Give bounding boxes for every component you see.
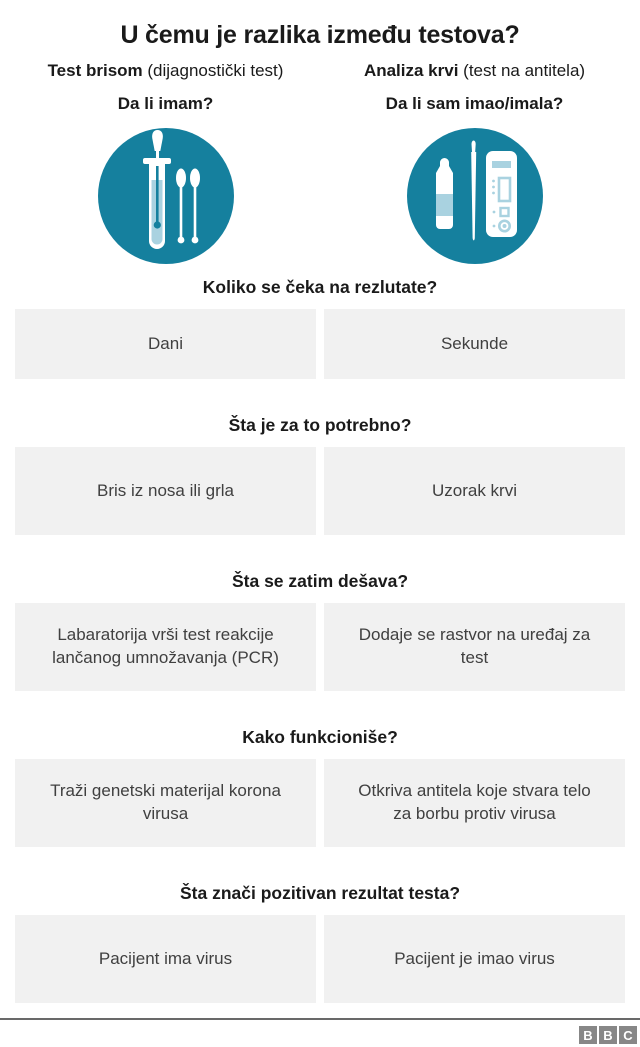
right-test-name-bold: Analiza krvi: [363, 61, 459, 80]
left-test-name-sub: (dijagnostički test): [142, 61, 284, 80]
section-how-works: [0, 759, 640, 847]
needed-left-cell: Bris iz nosa ili grla: [15, 447, 316, 535]
results-wait-right-cell: Sekunde: [324, 309, 625, 379]
column-headers: [0, 50, 640, 114]
section-results-wait: [0, 309, 640, 379]
column-left-header: [15, 50, 316, 114]
section-heading-results-wait: Koliko se čeka na rezlutate?: [202, 277, 438, 297]
how-works-left-cell: Traži genetski materijal korona virusa: [15, 759, 316, 847]
left-test-name-bold: Test brisom: [47, 61, 143, 80]
section-positive-result: [0, 915, 640, 1003]
bbc-logo-block-b2: B: [599, 1026, 617, 1044]
right-test-name: [324, 61, 625, 81]
section-heading-needed: Šta je za to potrebno?: [228, 415, 412, 435]
right-test-name-sub: (test na antitela): [458, 61, 586, 80]
section-what-happens: [0, 603, 640, 691]
needed-right-cell: Uzorak krvi: [324, 447, 625, 535]
results-wait-left-cell: Dani: [15, 309, 316, 379]
what-happens-right-cell: Dodaje se rastvor na uređaj za test: [324, 603, 625, 691]
page-title: U čemu je razlika između testova?: [120, 21, 520, 49]
positive-result-left-cell: Pacijent ima virus: [15, 915, 316, 1003]
section-heading-positive-result: Šta znači pozitivan rezultat testa?: [179, 883, 461, 903]
bbc-logo-block-b1: B: [579, 1026, 597, 1044]
how-works-right-cell: Otkriva antitela koje stvara telo za borbu protiv virusa: [324, 759, 625, 847]
column-right-header: [324, 50, 625, 114]
what-happens-left-cell: Labaratorija vrši test reakcije lančanog umnožavanja (PCR): [15, 603, 316, 691]
swab-test-icon: [15, 128, 316, 264]
section-needed: [0, 447, 640, 535]
right-test-question: Da li sam imao/imala?: [385, 94, 564, 113]
bbc-logo-block-c: C: [619, 1026, 637, 1044]
section-heading-what-happens: Šta se zatim dešava?: [231, 571, 409, 591]
positive-result-right-cell: Pacijent je imao virus: [324, 915, 625, 1003]
left-test-question: Da li imam?: [117, 94, 214, 113]
antibody-test-icon: [324, 128, 625, 264]
footer-divider: [0, 1018, 640, 1020]
antibody-test-icon-svg: [407, 128, 543, 264]
section-heading-how-works: Kako funkcioniše?: [242, 727, 398, 747]
bbc-logo: [579, 1026, 637, 1044]
icon-row: [0, 114, 640, 264]
left-test-name: [15, 61, 316, 81]
swab-test-icon-svg: [98, 128, 234, 264]
